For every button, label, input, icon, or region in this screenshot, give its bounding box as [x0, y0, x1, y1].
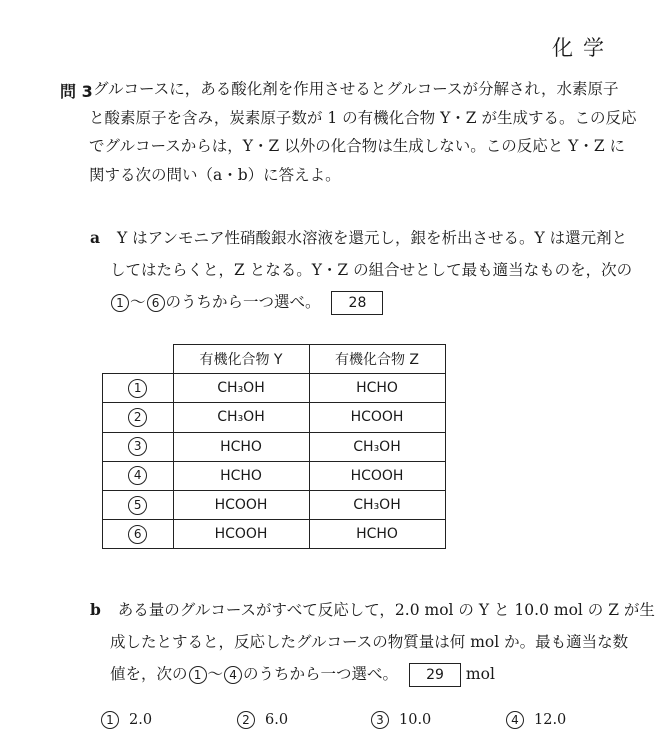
choice-value: 2.0 [129, 712, 153, 728]
table-row[interactable] [103, 520, 446, 549]
answer-box-29[interactable]: 29 [409, 663, 461, 687]
choice-value: 12.0 [534, 712, 567, 728]
table-header-row [103, 345, 446, 374]
cell-z: CH₃OH [309, 432, 445, 461]
option-number: 6 [128, 525, 147, 544]
cell-y: CH₃OH [173, 374, 309, 403]
cell-y: HCHO [173, 432, 309, 461]
option-number: 1 [128, 379, 147, 398]
cell-y: CH₃OH [173, 403, 309, 432]
cell-y: HCOOH [173, 520, 309, 549]
part-b-text: のうちから一つ選べ。 [243, 665, 399, 683]
choice-item[interactable] [100, 711, 152, 729]
cell-z: HCHO [309, 520, 445, 549]
cell-y: HCOOH [173, 490, 309, 519]
intro-line: グルコースに，ある酸化剤を作用させるとグルコースが分解され，水素原子 [93, 80, 619, 98]
intro-line: 関する次の問い（a・b）に答えよ。 [89, 165, 341, 184]
column-header-z: 有機化合物 Z [309, 345, 445, 374]
choice-number: 3 [371, 711, 389, 729]
choice-number: 1 [101, 711, 119, 729]
intro-line: でグルコースからは，Y・Z 以外の化合物は生成しない。この反応と Y・Z に [89, 137, 626, 155]
answer-unit: mol [465, 665, 495, 683]
part-a-label: a [90, 228, 101, 247]
option-number: 2 [128, 408, 147, 427]
part-b [90, 594, 655, 690]
part-b-text: ある量のグルコースがすべて反応して，2.0 mol の Y と 10.0 mol の Z が生 [117, 601, 655, 619]
range-start-circle: 1 [111, 294, 129, 312]
part-a-text: してはたらくと，Z となる。Y・Z の組合せとして最も適当なものを，次の [110, 261, 633, 279]
table-row[interactable] [103, 490, 446, 519]
answer-box-28[interactable]: 28 [331, 291, 383, 315]
part-b-text: 値を，次の [110, 665, 188, 683]
choice-item[interactable] [370, 711, 431, 729]
range-end-circle: 6 [147, 294, 165, 312]
choice-number: 4 [506, 711, 524, 729]
part-a [90, 222, 633, 318]
part-b-label: b [90, 600, 101, 619]
part-a-text: のうちから一つ選べ。 [165, 293, 321, 311]
part-b-text: 成したとすると，反応したグルコースの物質量は何 mol か。最も適当な数 [110, 633, 629, 651]
subject-title: 化学 [552, 36, 614, 60]
question-intro [89, 75, 637, 189]
option-number: 4 [128, 466, 147, 485]
range-separator: ～ [207, 665, 224, 683]
choice-item[interactable] [236, 711, 288, 729]
table-row[interactable] [103, 461, 446, 490]
cell-z: HCOOH [309, 403, 445, 432]
choice-item[interactable] [505, 711, 566, 729]
range-start-circle: 1 [189, 666, 207, 684]
choice-value: 6.0 [265, 712, 289, 728]
choice-value: 10.0 [399, 712, 432, 728]
option-number: 3 [128, 437, 147, 456]
options-table [102, 344, 446, 549]
table-corner [103, 345, 174, 374]
table-row[interactable] [103, 374, 446, 403]
intro-line: と酸素原子を含み，炭素原子数が 1 の有機化合物 Y・Z が生成する。この反応 [89, 108, 637, 127]
table-row[interactable] [103, 403, 446, 432]
table-row[interactable] [103, 432, 446, 461]
cell-z: HCHO [309, 374, 445, 403]
part-a-text: Y はアンモニア性硝酸銀水溶液を還元し，銀を析出させる。Y は還元剤と [116, 229, 628, 247]
cell-y: HCHO [173, 461, 309, 490]
question-number: 問 3 [60, 82, 93, 101]
choice-number: 2 [237, 711, 255, 729]
cell-z: HCOOH [309, 461, 445, 490]
column-header-y: 有機化合物 Y [173, 345, 309, 374]
range-end-circle: 4 [224, 666, 242, 684]
cell-z: CH₃OH [309, 490, 445, 519]
range-separator: ～ [130, 293, 146, 311]
option-number: 5 [128, 496, 147, 515]
